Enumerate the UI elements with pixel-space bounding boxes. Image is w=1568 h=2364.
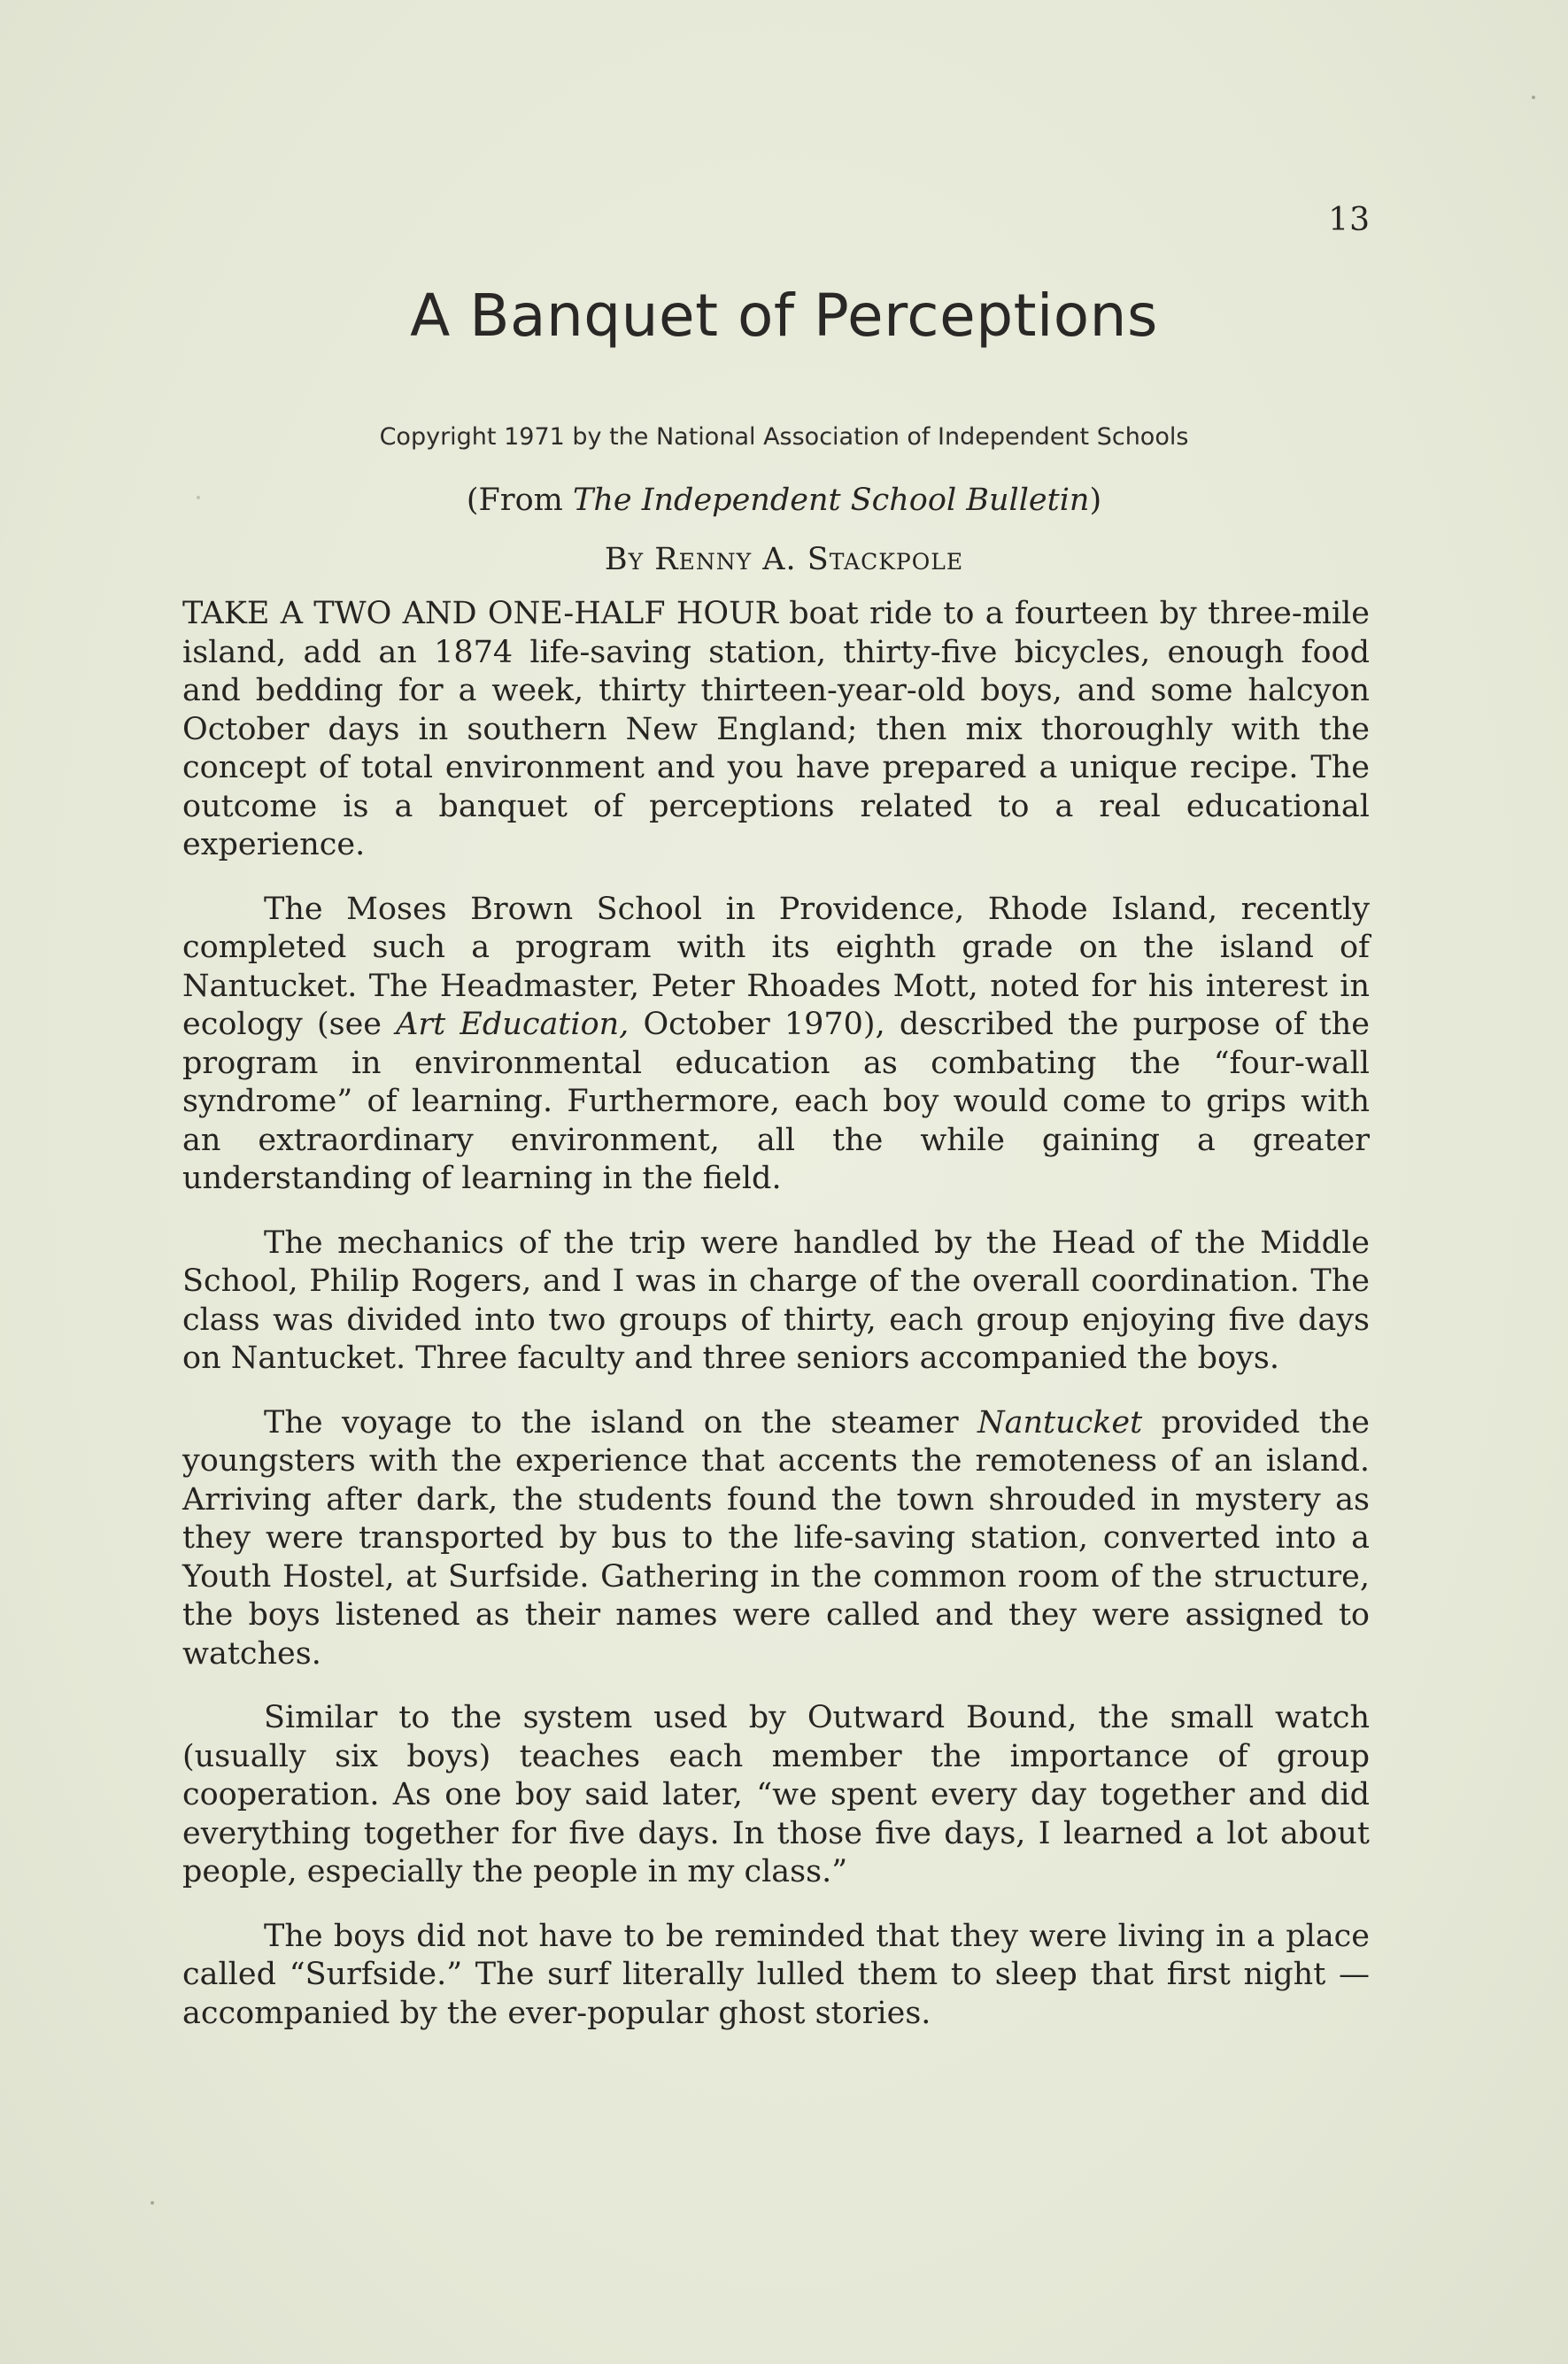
article-title: A Banquet of Perceptions bbox=[410, 282, 1158, 350]
paragraph-4-text-a: The voyage to the island on the steamer bbox=[264, 1404, 977, 1441]
source-publication: The Independent School Bulletin bbox=[572, 483, 1090, 518]
paragraph-2-text-b: October 1970), described the purpose of the program in environmental education as combating the “four-wall syndrome” of learning. Furthermore, each boy would come to grips with an extraordinary environment, all the while gaining a greater understanding of learning in the field. bbox=[182, 1007, 1370, 1196]
paragraph-4 bbox=[182, 1404, 1370, 1674]
paragraph-2 bbox=[182, 891, 1370, 1199]
paragraph-4-text-b: provided the youngsters with the experience that accents the remoteness of an island. Arriving after dark, the students found the town shrouded in mystery as they were transported by bus to the life-saving station, converted into a Youth Hostel, at Surfside. Gathering in the common room of the structure, the boys listened as their names were called and they were assigned to watches. bbox=[182, 1404, 1370, 1672]
paragraph-5: Similar to the system used by Outward Bound, the small watch (usually six boys) teaches each member the importance of group cooperation. As one boy said later, “we spent every day together and did everything together for five days. In those five days, I learned a lot about people, especially the people in my class.” bbox=[182, 1700, 1370, 1889]
paper-speck bbox=[197, 496, 200, 499]
page-number: 13 bbox=[1328, 202, 1371, 238]
source-suffix: ) bbox=[1089, 483, 1102, 518]
paragraph-2-text-a: The Moses Brown School in Providence, Rhode Island, recently completed such a program with its eighth grade on the island of Nantucket. The Headmaster, Peter Rhoades Mott, noted for his interest in ecology (see bbox=[182, 891, 1370, 1042]
paragraph-6: The boys did not have to be reminded that they were living in a place called “Surfside.” The surf literally lulled them to sleep that first night — accompanied by the ever-popular ghost stories. bbox=[182, 1918, 1370, 2031]
paragraph-2-italic: Art Education, bbox=[396, 1007, 630, 1042]
source-citation bbox=[177, 483, 1391, 518]
article-body bbox=[182, 595, 1370, 2059]
source-prefix: (From bbox=[466, 483, 573, 518]
paper-speck bbox=[1532, 96, 1535, 99]
copyright-notice: Copyright 1971 by the National Association of Independent Schools bbox=[379, 423, 1189, 451]
paragraph-4-italic: Nantucket bbox=[977, 1404, 1143, 1441]
paragraph-1: TAKE A TWO AND ONE-HALF HOUR boat ride to a fourteen by three-mile island, add an 1874 life-saving station, thirty-five bicycles, enough food and bedding for a week, thirty thirteen-year-old boys, and some halcyon October days in southern New England; then mix thoroughly with the concept of total environment and you have prepared a unique recipe. The outcome is a banquet of perceptions related to a real educational experience. bbox=[182, 596, 1370, 862]
paper-speck bbox=[151, 2201, 154, 2205]
paragraph-3: The mechanics of the trip were handled by the Head of the Middle School, Philip Rogers, and I was in charge of the overall coordination. The class was divided into two groups of thirty, each group enjoying five days on Nantucket. Three faculty and three seniors accompanied the boys. bbox=[182, 1224, 1370, 1376]
author-byline: By Renny A. Stackpole bbox=[604, 542, 964, 577]
